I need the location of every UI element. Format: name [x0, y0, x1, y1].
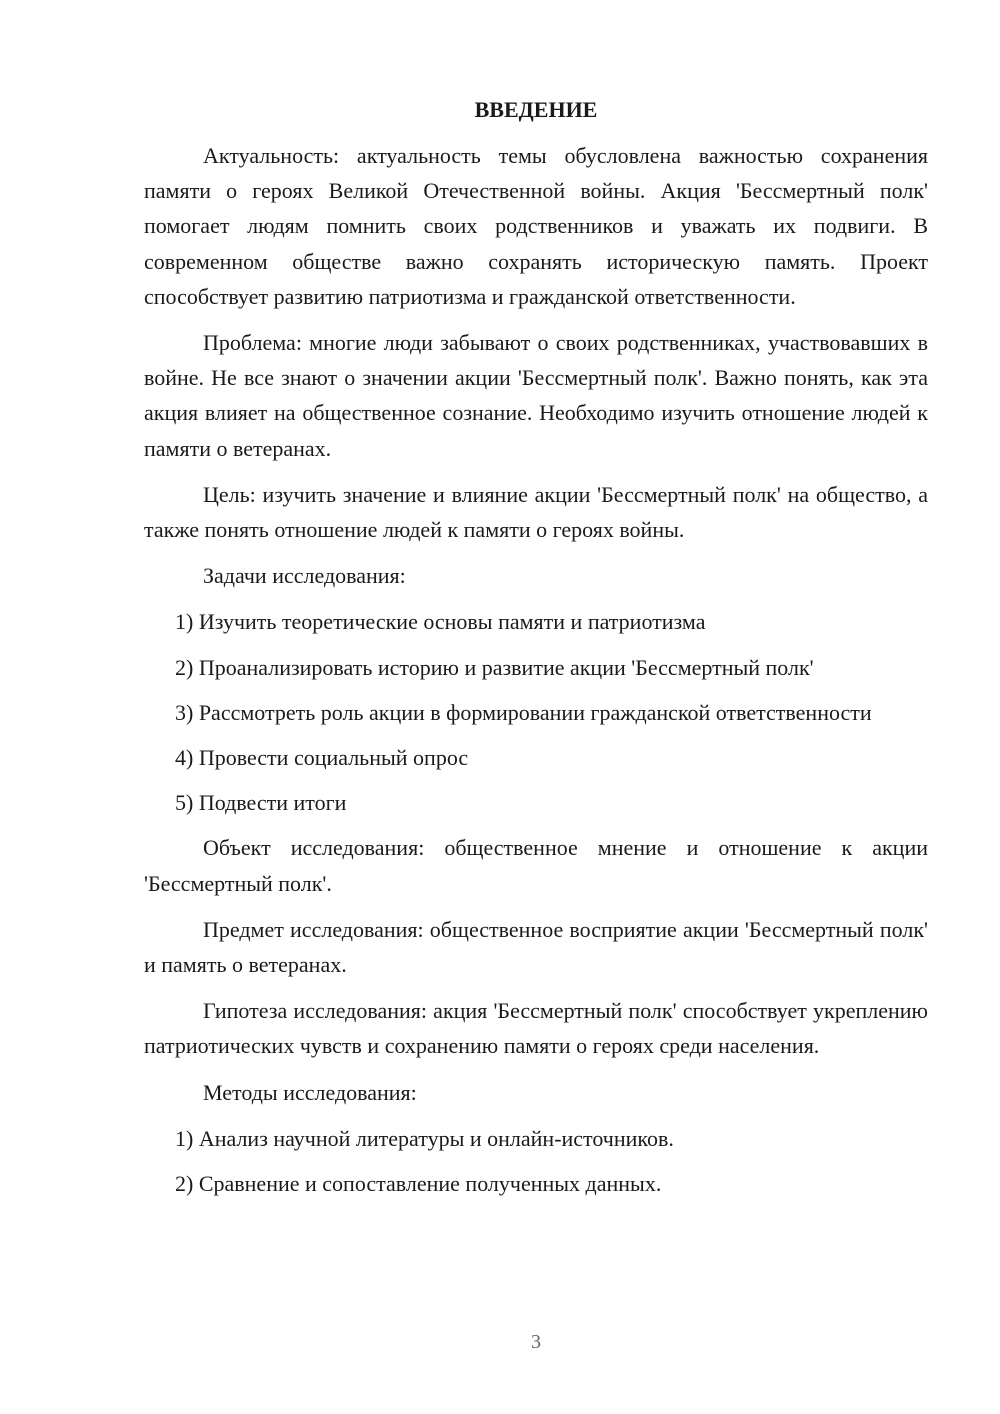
task-item-1: 1) Изучить теоретические основы памяти и патриотизма	[175, 609, 706, 635]
page-content	[144, 92, 928, 1211]
tasks-heading: Задачи исследования:	[203, 563, 406, 589]
section-title: ВВЕДЕНИЕ	[474, 97, 598, 122]
methods-heading: Методы исследования:	[203, 1079, 417, 1105]
paragraph-relevance: Актуальность: актуальность темы обусловлена важностью сохранения памяти о героях Великой Отечественной войны. Акция 'Бессмертный полк' помогает людям помнить своих родственников и уважать их подвиги. В современном обществе важно сохранять историческую память. Проект способствует развитию патриотизма и гражданской ответственности.	[144, 143, 928, 309]
paragraph-problem: Проблема: многие люди забывают о своих родственниках, участвовавших в войне. Не все знают о значении акции 'Бессмертный полк'. Важно понять, как эта акция влияет на общественное сознание. Необходимо изучить отношение людей к памяти о ветеранах.	[144, 330, 928, 461]
task-item-4: 4) Провести социальный опрос	[175, 745, 469, 771]
paragraph-object: Объект исследования: общественное мнение и отношение к акции 'Бессмертный полк'.	[144, 835, 928, 896]
task-item-2: 2) Проанализировать историю и развитие акции 'Бессмертный полк'	[175, 654, 814, 680]
task-item-3: 3) Рассмотреть роль акции в формировании гражданской ответственности	[175, 699, 872, 725]
method-item-2: 2) Сравнение и сопоставление полученных данных.	[175, 1171, 662, 1197]
paragraph-hypothesis: Гипотеза исследования: акция 'Бессмертный полк' способствует укреплению патриотических чувств и сохранению памяти о героях среди населения.	[144, 998, 928, 1059]
page-number: 3	[531, 1331, 541, 1353]
paragraph-subject: Предмет исследования: общественное восприятие акции 'Бессмертный полк' и память о ветеранах.	[144, 916, 928, 978]
paragraph-goal: Цель: изучить значение и влияние акции 'Бессмертный полк' на общество, а также понять отношение людей к памяти о героях войны.	[144, 481, 928, 543]
method-item-1: 1) Анализ научной литературы и онлайн-источников.	[175, 1125, 674, 1151]
task-item-5: 5) Подвести итоги	[175, 790, 347, 816]
